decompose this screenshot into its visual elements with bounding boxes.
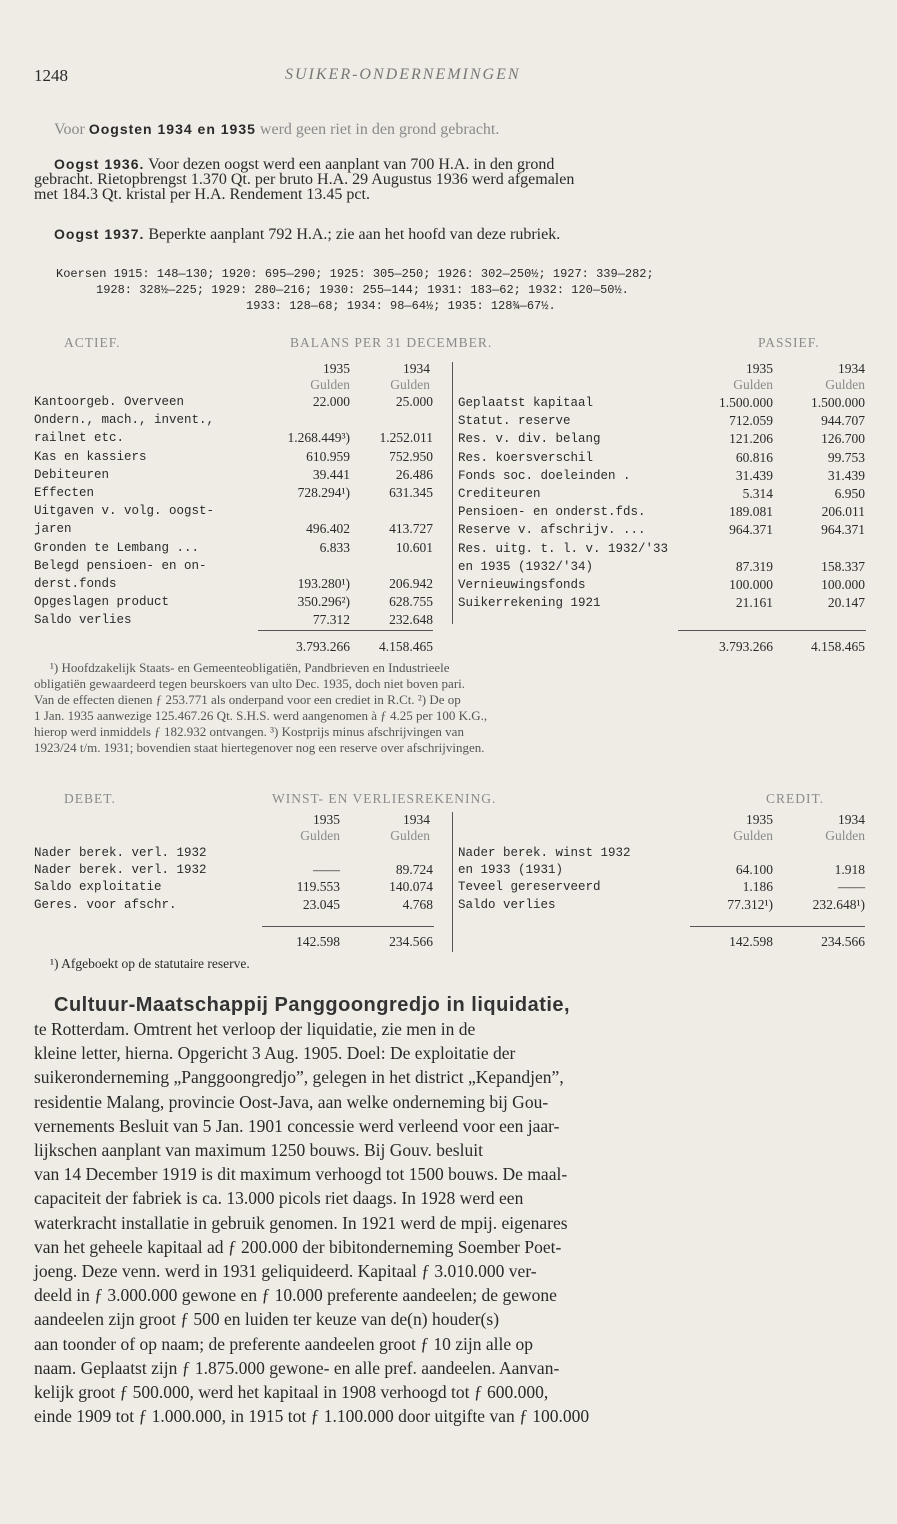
debet-row-label: Nader berek. verl. 1932 (34, 846, 207, 860)
passief-row-1934: 126.700 (821, 431, 865, 447)
actief-row-1934: 631.345 (389, 485, 433, 500)
passief-row-1935: 60.816 (735, 449, 773, 465)
passief-row-label: en 1935 (1932/'34) (458, 559, 594, 574)
intro-line-1 (54, 122, 499, 137)
credit-row-label: en 1933 (1931) (458, 863, 564, 878)
article-line: suikeronderneming „Panggoongredjo”, gelegen in het district „Kepandjen”, (34, 1067, 564, 1088)
passief-row-1935: 21.161 (735, 595, 773, 611)
wv-total-left-1935: 142.598 (296, 934, 340, 949)
article-line: van 14 December 1919 is dit maximum verhoogd tot 1500 bouws. De maal- (34, 1164, 568, 1185)
actief-row-1935: 39.441 (312, 466, 350, 482)
passief-row-1934: 158.337 (821, 558, 865, 574)
koersen-line-3: 1933: 128—68; 1934: 98—64½; 1935: 128¾—67½. (246, 299, 556, 313)
credit-row-1935: 77.312¹) (727, 896, 773, 912)
wv-right-year-1934: 1934 (838, 812, 865, 827)
article-line: waterkracht installatie in gebruik genomen. In 1921 werd de mpij. eigenares (34, 1212, 568, 1233)
article-heading: Cultuur-Maatschappij Panggoongredjo in liquidatie, (54, 994, 571, 1016)
actief-row-1934: 25.000 (395, 394, 433, 409)
bal-right-unit-1935: Gulden (733, 377, 773, 392)
actief-row-label: jaren (34, 522, 72, 537)
balance-title: BALANS PER 31 DECEMBER. (290, 335, 493, 350)
debet-row-label: Saldo exploitatie (34, 880, 162, 895)
credit-row-1935: 1.186 (742, 879, 773, 895)
wv-right-year-1935: 1935 (746, 812, 773, 827)
actief-row-label: Kas en kassiers (34, 449, 147, 464)
debet-row-1934: 4.768 (402, 896, 433, 912)
credit-row-1934: 1.918 (834, 862, 865, 878)
article-line: van het geheele kapitaal ad ƒ 200.000 der bibitonderneming Soember Poet- (34, 1236, 562, 1257)
article-line: aandeelen zijn groot ƒ 500 en luiden ter keuze van de(n) houder(s) (34, 1309, 500, 1330)
article-line: lijkschen aanplant van maximum 1250 bouws. Bij Gouv. besluit (34, 1140, 483, 1160)
actief-row-1935: 1.268.449³) (287, 430, 350, 446)
passief-row-label: Crediteuren (458, 487, 541, 501)
intro-line-2 (54, 157, 554, 172)
article-line: capaciteit der fabriek is ca. 13.000 picols riet daags. In 1928 werd een (34, 1188, 524, 1209)
passief-row-label: Statut. reserve (458, 414, 571, 429)
actief-row-1934: 206.942 (389, 576, 433, 591)
intro-text: Voor dezen oogst werd een aanplant van 700 H.A. in den grond (148, 156, 555, 173)
running-title: SUIKER-ONDERNEMINGEN (285, 66, 521, 83)
actief-row-1934: 628.755 (389, 594, 433, 610)
actief-row-1935: 193.280¹) (297, 576, 350, 591)
credit-row-label: Saldo verlies (458, 897, 556, 912)
credit-row-1934: —— (838, 879, 865, 895)
bal-left-unit-1934: Gulden (390, 377, 430, 392)
passief-row-label: Vernieuwingsfonds (458, 578, 586, 592)
wv-total-right-1934: 234.566 (821, 934, 865, 949)
bal-total-right-1934: 4.158.465 (811, 639, 865, 654)
intro-line-4: met 184.3 Qt. kristal per H.A. Rendement 13.45 pct. (34, 186, 370, 203)
actief-row-1934: 1.252.011 (379, 430, 433, 446)
bal-right-year-1934: 1934 (838, 361, 865, 376)
balance-rule-right (678, 630, 866, 631)
actief-row-label: Ondern., mach., invent., (34, 413, 215, 428)
passief-row-label: Pensioen- en onderst.fds. (458, 505, 646, 520)
actief-row-label: Kantoorgeb. Overveen (34, 395, 185, 409)
balance-footnote-line: obligatiën gewaardeerd tegen beurskoers van ulto Dec. 1935, doch niet boven pari. (34, 676, 466, 691)
passief-row-1935: 189.081 (729, 504, 773, 520)
debet-row-1934: 89.724 (395, 862, 433, 878)
passief-row-1934: 99.753 (827, 449, 865, 465)
actief-row-label: railnet etc. (34, 431, 125, 446)
wv-rule-left (262, 926, 434, 927)
actief-row-label: Uitgaven v. volg. oogst- (34, 504, 215, 519)
actief-row-label: Belegd pensioen- en on- (34, 558, 207, 573)
actief-row-1935: 496.402 (306, 521, 350, 537)
credit-row-1934: 232.648¹) (812, 896, 865, 912)
balance-title-left: ACTIEF. (64, 335, 121, 350)
debet-row-label: Geres. voor afschr. (34, 897, 177, 912)
bal-total-left-1934: 4.158.465 (379, 639, 433, 654)
actief-row-label: Debiteuren (34, 467, 110, 482)
harvest-heading: Oogsten 1934 en 1935 (88, 121, 256, 137)
passief-row-label: Suikerrekening 1921 (458, 596, 601, 611)
bal-total-left-1935: 3.793.266 (296, 639, 350, 654)
debet-row-label: Nader berek. verl. 1932 (34, 863, 207, 878)
wv-title-right: CREDIT. (766, 791, 825, 806)
passief-row-1935: 5.314 (742, 486, 773, 501)
article-line: vernements Besluit van 5 Jan. 1901 concessie werd verleend voor een jaar- (34, 1115, 560, 1136)
harvest-heading: Oogst 1937. (54, 226, 145, 242)
passief-row-label: Reserve v. afschrijv. ... (458, 523, 646, 538)
balance-title-right: PASSIEF. (758, 335, 820, 350)
page-number: 1248 (34, 66, 68, 85)
passief-row-1934: 6.950 (834, 486, 865, 501)
actief-row-1934: 413.727 (389, 521, 433, 537)
article-line: naam. Geplaatst zijn ƒ 1.875.000 gewone- en alle pref. aandeelen. Aanvan- (34, 1357, 560, 1378)
intro-line-3: gebracht. Rietopbrengst 1.370 Qt. per bruto H.A. 29 Augustus 1936 werd afgemalen (34, 171, 575, 188)
wv-title-left: DEBET. (64, 791, 116, 806)
passief-row-1934: 20.147 (827, 595, 865, 611)
article-line: aan toonder of op naam; de preferente aandeelen groot ƒ 10 zijn alle op (34, 1333, 534, 1354)
actief-row-label: Effecten (34, 486, 95, 500)
article-line: einde 1909 tot ƒ 1.000.000, in 1915 tot ƒ 1.100.000 door uitgifte van ƒ 100.000 (34, 1406, 590, 1427)
passief-row-1934: 964.371 (821, 522, 865, 538)
debet-row-1935: 23.045 (302, 896, 340, 912)
actief-row-1934: 26.486 (395, 466, 433, 482)
article-line: joeng. Deze venn. werd in 1931 geliquideerd. Kapitaal ƒ 3.010.000 ver- (34, 1261, 537, 1281)
passief-row-1934: 31.439 (827, 467, 865, 483)
passief-row-1934: 100.000 (821, 577, 865, 592)
wv-footnote: ¹) Afgeboekt op de statutaire reserve. (50, 956, 250, 971)
koersen-line-2: 1928: 328½—225; 1929: 280—216; 1930: 255—144; 1931: 183—62; 1932: 120—50½. (96, 283, 629, 297)
actief-row-1935: 728.294¹) (297, 485, 350, 500)
actief-row-1934: 752.950 (389, 448, 433, 464)
article-line: te Rotterdam. Omtrent het verloop der liquidatie, zie men in de (34, 1019, 476, 1039)
wv-left-unit-1935: Gulden (300, 828, 340, 843)
wv-total-left-1934: 234.566 (389, 934, 433, 949)
article-line: kleine letter, hierna. Opgericht 3 Aug. 1905. Doel: De exploitatie der (34, 1043, 516, 1064)
intro-line-5 (54, 227, 560, 242)
bal-left-year-1935: 1935 (323, 361, 350, 376)
balance-footnote-line: 1 Jan. 1935 aanwezige 125.467.26 Qt. S.H.S. werd aangenomen à ƒ 4.25 per 100 K.G., (34, 708, 488, 723)
wv-left-unit-1934: Gulden (390, 828, 430, 843)
article-line: deeld in ƒ 3.000.000 gewone en ƒ 10.000 preferente aandeelen; de gewone (34, 1285, 557, 1306)
passief-row-1935: 964.371 (729, 522, 773, 538)
balance-rule-left (258, 630, 433, 631)
passief-row-label: Geplaatst kapitaal (458, 396, 594, 410)
passief-row-1934: 1.500.000 (811, 395, 865, 410)
balance-divider (452, 362, 453, 624)
wv-rule-right (690, 926, 865, 927)
intro-text: Beperkte aanplant 792 H.A.; zie aan het hoofd van deze rubriek. (148, 226, 561, 243)
actief-row-label: Saldo verlies (34, 613, 132, 628)
actief-row-label: derst.fonds (34, 577, 117, 591)
bal-right-year-1935: 1935 (746, 361, 773, 376)
passief-row-label: Res. koersverschil (458, 450, 594, 465)
debet-row-1935: 119.553 (296, 879, 340, 895)
actief-row-1935: 6.833 (319, 539, 350, 555)
actief-row-1935: 350.296²) (297, 594, 350, 610)
passief-row-label: Res. v. div. belang (458, 432, 601, 447)
bal-left-unit-1935: Gulden (310, 377, 350, 392)
wv-right-unit-1934: Gulden (825, 828, 865, 843)
passief-row-1934: 944.707 (821, 413, 865, 429)
balance-footnote-line: Van de effecten dienen ƒ 253.771 als onderpand voor een crediet in R.Ct. ²) De op (34, 692, 461, 707)
intro-lead: Voor (54, 121, 85, 138)
actief-row-1934: 232.648 (389, 612, 433, 628)
wv-title: WINST- EN VERLIESREKENING. (272, 791, 497, 806)
actief-row-1935: 610.959 (306, 448, 350, 464)
passief-row-1935: 1.500.000 (719, 395, 773, 410)
bal-left-year-1934: 1934 (403, 361, 430, 376)
actief-row-1934: 10.601 (395, 539, 433, 555)
balance-footnote-line: hierop werd inmiddels ƒ 182.932 ontvangen. ³) Kostprijs minus afschrijvingen van (34, 724, 464, 739)
wv-right-unit-1935: Gulden (733, 828, 773, 843)
balance-footnote-line: ¹) Hoofdzakelijk Staats- en Gemeenteobligatiën, Pandbrieven en Industrieele (50, 660, 450, 675)
credit-row-label: Teveel gereserveerd (458, 880, 601, 895)
koersen-line-1: Koersen 1915: 148—130; 1920: 695—290; 1925: 305—250; 1926: 302—250½; 1927: 339—282; (56, 267, 654, 281)
wv-left-year-1934: 1934 (403, 812, 430, 827)
article-line: residentie Malang, provincie Oost-Java, aan welke onderneming bij Gou- (34, 1091, 549, 1112)
wv-left-year-1935: 1935 (313, 812, 340, 827)
passief-row-1935: 100.000 (729, 577, 773, 592)
passief-row-1935: 87.319 (735, 558, 773, 574)
passief-row-1934: 206.011 (821, 504, 865, 520)
actief-row-label: Opgeslagen product (34, 595, 170, 610)
actief-row-label: Gronden te Lembang ... (34, 540, 200, 555)
bal-total-right-1935: 3.793.266 (719, 639, 773, 654)
balance-footnote-line: 1923/24 t/m. 1931; bovendien staat hiertegenover nog een reserve over afschrijvingen. (34, 740, 485, 755)
actief-row-1935: 77.312 (312, 612, 350, 628)
actief-row-1935: 22.000 (312, 394, 350, 409)
passief-row-1935: 712.059 (729, 413, 773, 429)
passief-row-label: Res. uitg. t. l. v. 1932/'33 (458, 541, 669, 556)
article-line: kelijk groot ƒ 500.000, werd het kapitaal in 1908 verhoogd tot ƒ 600.000, (34, 1382, 549, 1402)
debet-row-1935: —— (313, 862, 340, 878)
debet-row-1934: 140.074 (389, 879, 433, 895)
wv-total-right-1935: 142.598 (729, 934, 773, 949)
credit-row-label: Nader berek. winst 1932 (458, 846, 631, 860)
bal-right-unit-1934: Gulden (825, 377, 865, 392)
intro-text: werd geen riet in den grond gebracht. (259, 121, 500, 138)
passief-row-label: Fonds soc. doeleinden . (458, 468, 631, 483)
wv-divider (452, 812, 453, 952)
passief-row-1935: 121.206 (729, 431, 773, 447)
credit-row-1935: 64.100 (735, 862, 773, 878)
harvest-heading: Oogst 1936. (54, 156, 145, 172)
passief-row-1935: 31.439 (735, 467, 773, 483)
